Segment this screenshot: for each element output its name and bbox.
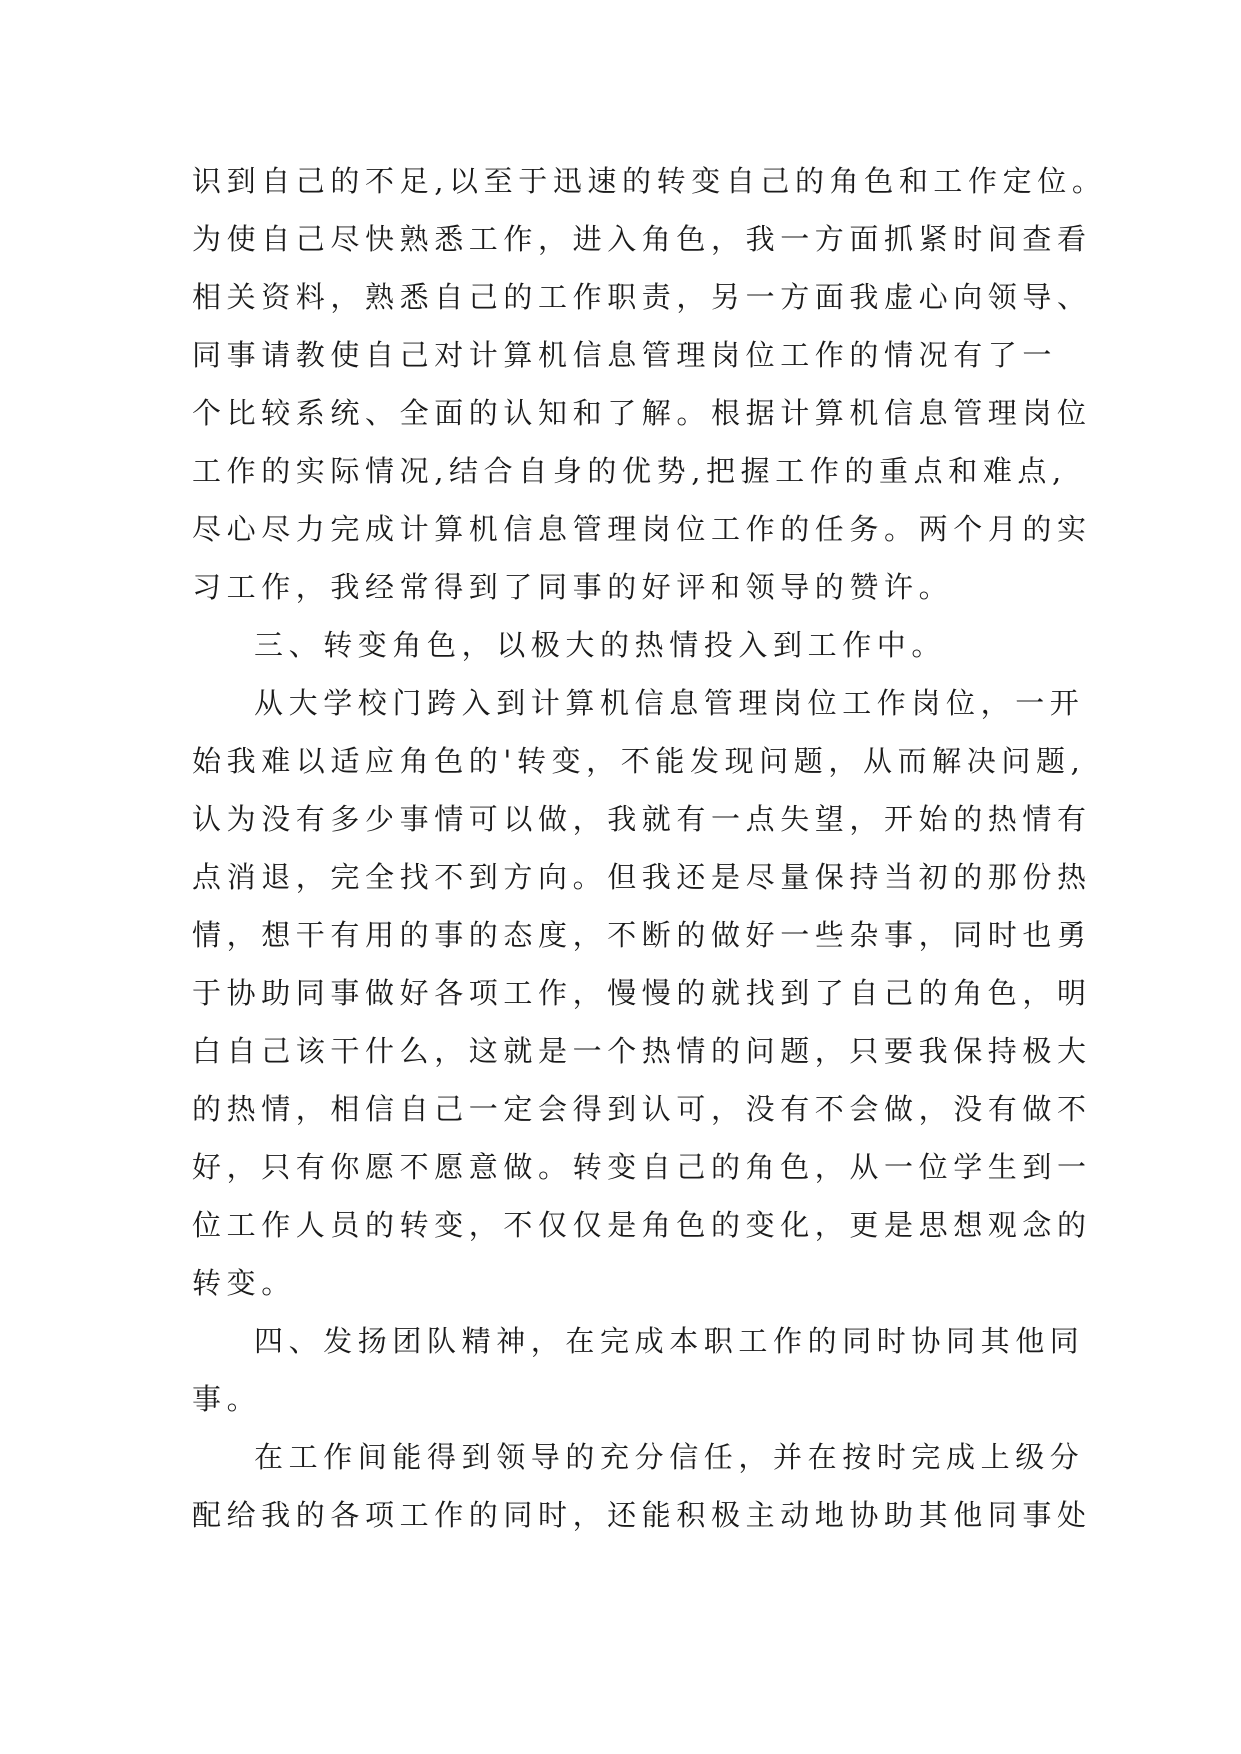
- text-line-6: 工作的实际情况,结合自身的优势,把握工作的重点和难点,: [192, 454, 1067, 488]
- text-line-20: 转变。: [192, 1266, 296, 1300]
- text-line-7: 尽心尽力完成计算机信息管理岗位工作的任务。两个月的实: [192, 512, 1092, 546]
- text-line-19: 位工作人员的转变，不仅仅是角色的变化，更是思想观念的: [192, 1208, 1092, 1242]
- text-line-2: 为使自己尽快熟悉工作，进入角色，我一方面抓紧时间查看: [192, 222, 1092, 256]
- text-line-24: 配给我的各项工作的同时，还能积极主动地协助其他同事处: [192, 1498, 1092, 1532]
- text-line-11: 始我难以适应角色的'转变，不能发现问题，从而解决问题,: [192, 744, 1086, 778]
- text-line-1: 识到自己的不足,以至于迅速的转变自己的角色和工作定位。: [192, 164, 1107, 198]
- text-line-15: 于协助同事做好各项工作，慢慢的就找到了自己的角色，明: [192, 976, 1092, 1010]
- text-line-5: 个比较系统、全面的认知和了解。根据计算机信息管理岗位: [192, 396, 1092, 430]
- text-line-16: 白自己该干什么，这就是一个热情的问题，只要我保持极大: [192, 1034, 1092, 1068]
- text-line-14: 情，想干有用的事的态度，不断的做好一些杂事，同时也勇: [192, 918, 1092, 952]
- text-line-4: 同事请教使自己对计算机信息管理岗位工作的情况有了一: [192, 338, 1058, 372]
- text-line-18: 好，只有你愿不愿意做。转变自己的角色，从一位学生到一: [192, 1150, 1092, 1184]
- text-line-12: 认为没有多少事情可以做，我就有一点失望，开始的热情有: [192, 802, 1092, 836]
- text-line-22: 事。: [192, 1382, 262, 1416]
- text-line-13: 点消退，完全找不到方向。但我还是尽量保持当初的那份热: [192, 860, 1092, 894]
- text-line-17: 的热情，相信自己一定会得到认可，没有不会做，没有做不: [192, 1092, 1092, 1126]
- text-line-8: 习工作，我经常得到了同事的好评和领导的赞许。: [192, 570, 954, 604]
- section-heading-4: 四、发扬团队精神，在完成本职工作的同时协同其他同: [254, 1324, 1085, 1358]
- section-heading-3: 三、转变角色，以极大的热情投入到工作中。: [254, 628, 947, 662]
- text-line-23: 在工作间能得到领导的充分信任，并在按时完成上级分: [254, 1440, 1085, 1474]
- body-text: [192, 152, 1107, 1544]
- text-line-10: 从大学校门跨入到计算机信息管理岗位工作岗位，一开: [254, 686, 1085, 720]
- text-line-3: 相关资料，熟悉自己的工作职责，另一方面我虚心向领导、: [192, 280, 1092, 314]
